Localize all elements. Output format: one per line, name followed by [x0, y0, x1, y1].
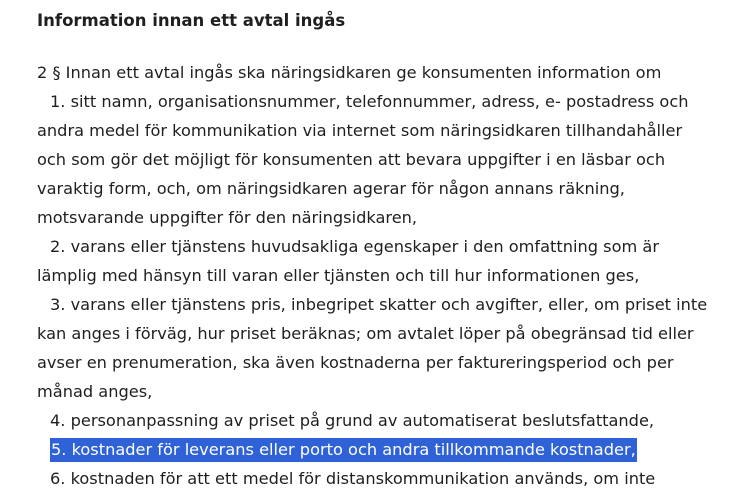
list-item-5-selected[interactable]	[37, 435, 749, 464]
list-item-3-cont[interactable]: månad anges,	[37, 382, 153, 401]
list-item-4[interactable]: 4. personanpassning av priset på grund av automatiserat beslutsfattande,	[50, 411, 655, 430]
list-item-3-cont[interactable]: kan anges i förväg, hur priset beräknas; om avtalet löper på obegränsad tid eller	[37, 324, 694, 343]
law-text[interactable]	[37, 58, 749, 493]
list-item-1-cont[interactable]: varaktig form, och, om näringsidkaren agerar för någon annans räkning,	[37, 179, 625, 198]
section-heading: Information innan ett avtal ingås	[37, 11, 346, 30]
list-item-2-cont[interactable]: lämplig med hänsyn till varan eller tjänsten och till hur informationen ges,	[37, 266, 640, 285]
list-item-6[interactable]: 6. kostnaden för att ett medel för distanskommunikation används, om inte	[50, 469, 656, 488]
list-item-1[interactable]: 1. sitt namn, organisationsnummer, telefonnummer, adress, e- postadress och	[50, 92, 689, 111]
list-item-3[interactable]: 3. varans eller tjänstens pris, inbegripet skatter och avgifter, eller, om priset inte	[50, 295, 708, 314]
list-item-1-cont[interactable]: och som gör det möjligt för konsumenten att bevara uppgifter i en läsbar och	[37, 150, 666, 169]
list-item-2[interactable]: 2. varans eller tjänstens huvudsakliga egenskaper i den omfattning som är	[50, 237, 659, 256]
list-item-3-cont[interactable]: avser en prenumeration, ska även kostnaderna per faktureringsperiod och per	[37, 353, 674, 372]
list-item-1-cont[interactable]: motsvarande uppgifter för den näringsidkaren,	[37, 208, 418, 227]
list-item-1-cont[interactable]: andra medel för kommunikation via internet som näringsidkaren tillhandahåller	[37, 121, 683, 140]
paragraph-intro[interactable]: 2 § Innan ett avtal ingås ska näringsidkaren ge konsumenten information om	[37, 63, 662, 82]
text-selection[interactable]: 5. kostnader för leverans eller porto och andra tillkommande kostnader,	[50, 438, 637, 462]
